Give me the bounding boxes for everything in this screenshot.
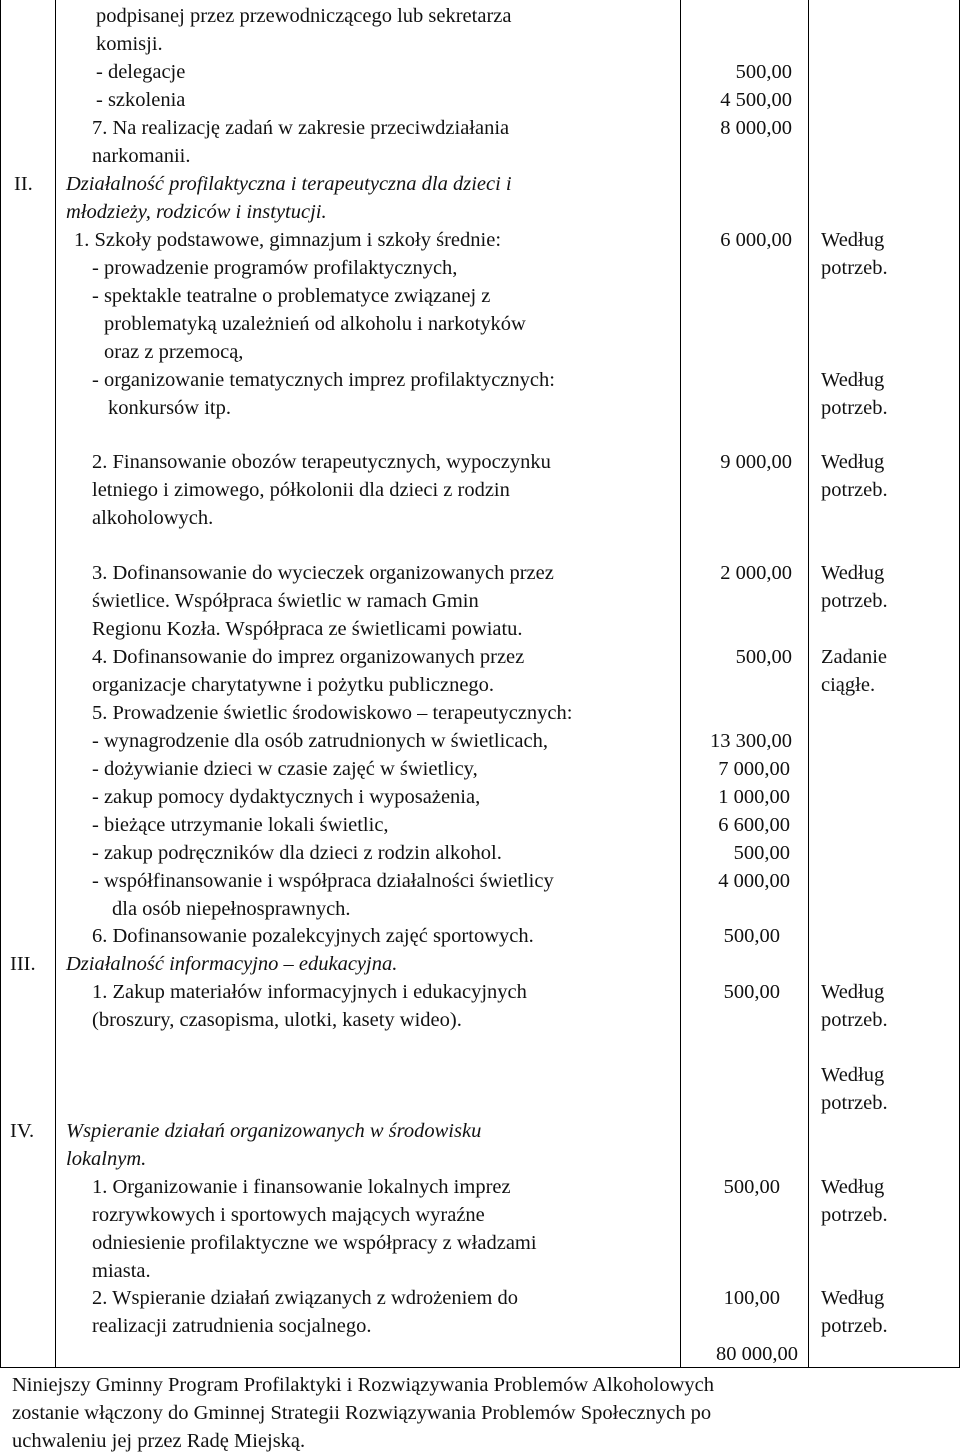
section-title-IV: Wspieranie działań organizowanych w środowisku xyxy=(66,1120,482,1142)
task-line: podpisanej przez przewodniczącego lub sekretarza xyxy=(96,5,512,27)
task-line: - organizowanie tematycznych imprez profilaktycznych: xyxy=(92,369,555,391)
amount-cell: 2 000,00 xyxy=(720,562,792,584)
task-line: świetlice. Współpraca świetlic w ramach Gmin xyxy=(92,590,479,612)
task-line: konkursów itp. xyxy=(108,397,231,419)
section-number-III: III. xyxy=(10,953,36,975)
note-cell: Według xyxy=(821,229,885,251)
footer-paragraph-line: zostanie włączony do Gminnej Strategii Rozwiązywania Problemów Społecznych po xyxy=(12,1402,712,1424)
amount-cell: 8 000,00 xyxy=(720,117,792,139)
footer-paragraph-line: uchwaleniu jej przez Radę Miejską. xyxy=(12,1430,306,1452)
task-line: - wynagrodzenie dla osób zatrudnionych w świetlicach, xyxy=(92,730,548,752)
table-bottom-border xyxy=(0,1367,960,1368)
task-line: - prowadzenie programów profilaktycznych, xyxy=(92,257,458,279)
section-title-IV: lokalnym. xyxy=(66,1148,147,1170)
note-cell: Według xyxy=(821,1064,885,1086)
task-line: alkoholowych. xyxy=(92,507,214,529)
task-line: komisji. xyxy=(96,33,163,55)
task-line: organizacje charytatywne i pożytku publicznego. xyxy=(92,674,495,696)
task-line: 3. Dofinansowanie do wycieczek organizowanych przez xyxy=(92,562,554,584)
task-line: oraz z przemocą, xyxy=(104,341,244,363)
task-line: narkomanii. xyxy=(92,145,191,167)
task-line: - delegacje xyxy=(96,61,186,83)
amount-cell: 500,00 xyxy=(733,842,790,864)
task-line: odniesienie profilaktyczne we współpracy z władzami xyxy=(92,1232,537,1254)
task-line: - dożywianie dzieci w czasie zajęć w świetlicy, xyxy=(92,758,478,780)
amount-cell: 13 300,00 xyxy=(710,730,792,752)
task-line: 1. Zakup materiałów informacyjnych i edukacyjnych xyxy=(92,981,527,1003)
task-line: 1. Organizowanie i finansowanie lokalnych imprez xyxy=(92,1176,511,1198)
section-title-II: młodzieży, rodziców i instytucji. xyxy=(66,201,327,223)
note-cell: Według xyxy=(821,1287,885,1309)
amount-cell: 500,00 xyxy=(723,925,780,947)
section-title-III: Działalność informacyjno – edukacyjna. xyxy=(66,953,398,975)
section-title-II: Działalność profilaktyczna i terapeutyczna dla dzieci i xyxy=(66,173,512,195)
task-line: - zakup pomocy dydaktycznych i wyposażenia, xyxy=(92,786,481,808)
note-cell: Według xyxy=(821,981,885,1003)
task-line: 5. Prowadzenie świetlic środowiskowo – terapeutycznych: xyxy=(92,702,573,724)
task-line: rozrywkowych i sportowych mających wyraźne xyxy=(92,1204,485,1226)
task-line: 2. Finansowanie obozów terapeutycznych, wypoczynku xyxy=(92,451,551,473)
note-cell: Zadanie xyxy=(821,646,888,668)
amount-cell: 7 000,00 xyxy=(718,758,790,780)
task-line: - zakup podręczników dla dzieci z rodzin alkohol. xyxy=(92,842,502,864)
task-line: - współfinansowanie i współpraca działalności świetlicy xyxy=(92,870,554,892)
task-line: - bieżące utrzymanie lokali świetlic, xyxy=(92,814,389,836)
task-line: 2. Wspieranie działań związanych z wdrożeniem do xyxy=(92,1287,518,1309)
note-cell: Według xyxy=(821,1176,885,1198)
task-line: Regionu Kozła. Współpraca ze świetlicami powiatu. xyxy=(92,618,523,640)
task-line: - spektakle teatralne o problematyce związanej z xyxy=(92,285,491,307)
amount-cell: 100,00 xyxy=(723,1287,780,1309)
note-cell: potrzeb. xyxy=(821,1009,888,1031)
task-line: letniego i zimowego, półkolonii dla dzieci z rodzin xyxy=(92,479,510,501)
note-cell: potrzeb. xyxy=(821,479,888,501)
amount-cell: 4 000,00 xyxy=(718,870,790,892)
note-cell: potrzeb. xyxy=(821,397,888,419)
total-amount: 80 000,00 xyxy=(716,1343,798,1365)
amount-cell: 500,00 xyxy=(723,981,780,1003)
note-cell: Według xyxy=(821,369,885,391)
column-divider-task xyxy=(680,0,681,1368)
note-cell: potrzeb. xyxy=(821,1315,888,1337)
note-cell: potrzeb. xyxy=(821,257,888,279)
task-line: (broszury, czasopisma, ulotki, kasety wideo). xyxy=(92,1009,462,1031)
amount-cell: 6 600,00 xyxy=(718,814,790,836)
task-line: 4. Dofinansowanie do imprez organizowanych przez xyxy=(92,646,525,668)
task-line: 1. Szkoły podstawowe, gimnazjum i szkoły średnie: xyxy=(74,229,502,251)
task-line: problematyką uzależnień od alkoholu i narkotyków xyxy=(104,313,526,335)
column-divider-number xyxy=(55,0,56,1368)
note-cell: potrzeb. xyxy=(821,590,888,612)
task-line: miasta. xyxy=(92,1260,151,1282)
task-line: 7. Na realizację zadań w zakresie przeciwdziałania xyxy=(92,117,510,139)
note-cell: potrzeb. xyxy=(821,1092,888,1114)
note-cell: Według xyxy=(821,562,885,584)
note-cell: ciągłe. xyxy=(821,674,876,696)
amount-cell: 6 000,00 xyxy=(720,229,792,251)
note-cell: potrzeb. xyxy=(821,1204,888,1226)
amount-cell: 1 000,00 xyxy=(718,786,790,808)
footer-paragraph-line: Niniejszy Gminny Program Profilaktyki i Rozwiązywania Problemów Alkoholowych xyxy=(12,1374,715,1396)
task-line: realizacji zatrudnienia socjalnego. xyxy=(92,1315,372,1337)
amount-cell: 500,00 xyxy=(735,646,792,668)
section-number-II: II. xyxy=(14,173,33,195)
table-left-border xyxy=(0,0,1,1368)
column-divider-amount xyxy=(808,0,809,1368)
task-line: dla osób niepełnosprawnych. xyxy=(112,898,351,920)
task-line: 6. Dofinansowanie pozalekcyjnych zajęć sportowych. xyxy=(92,925,534,947)
amount-cell: 500,00 xyxy=(735,61,792,83)
note-cell: Według xyxy=(821,451,885,473)
amount-cell: 500,00 xyxy=(723,1176,780,1198)
section-number-IV: IV. xyxy=(10,1120,35,1142)
amount-cell: 9 000,00 xyxy=(720,451,792,473)
task-line: - szkolenia xyxy=(96,89,186,111)
amount-cell: 4 500,00 xyxy=(720,89,792,111)
